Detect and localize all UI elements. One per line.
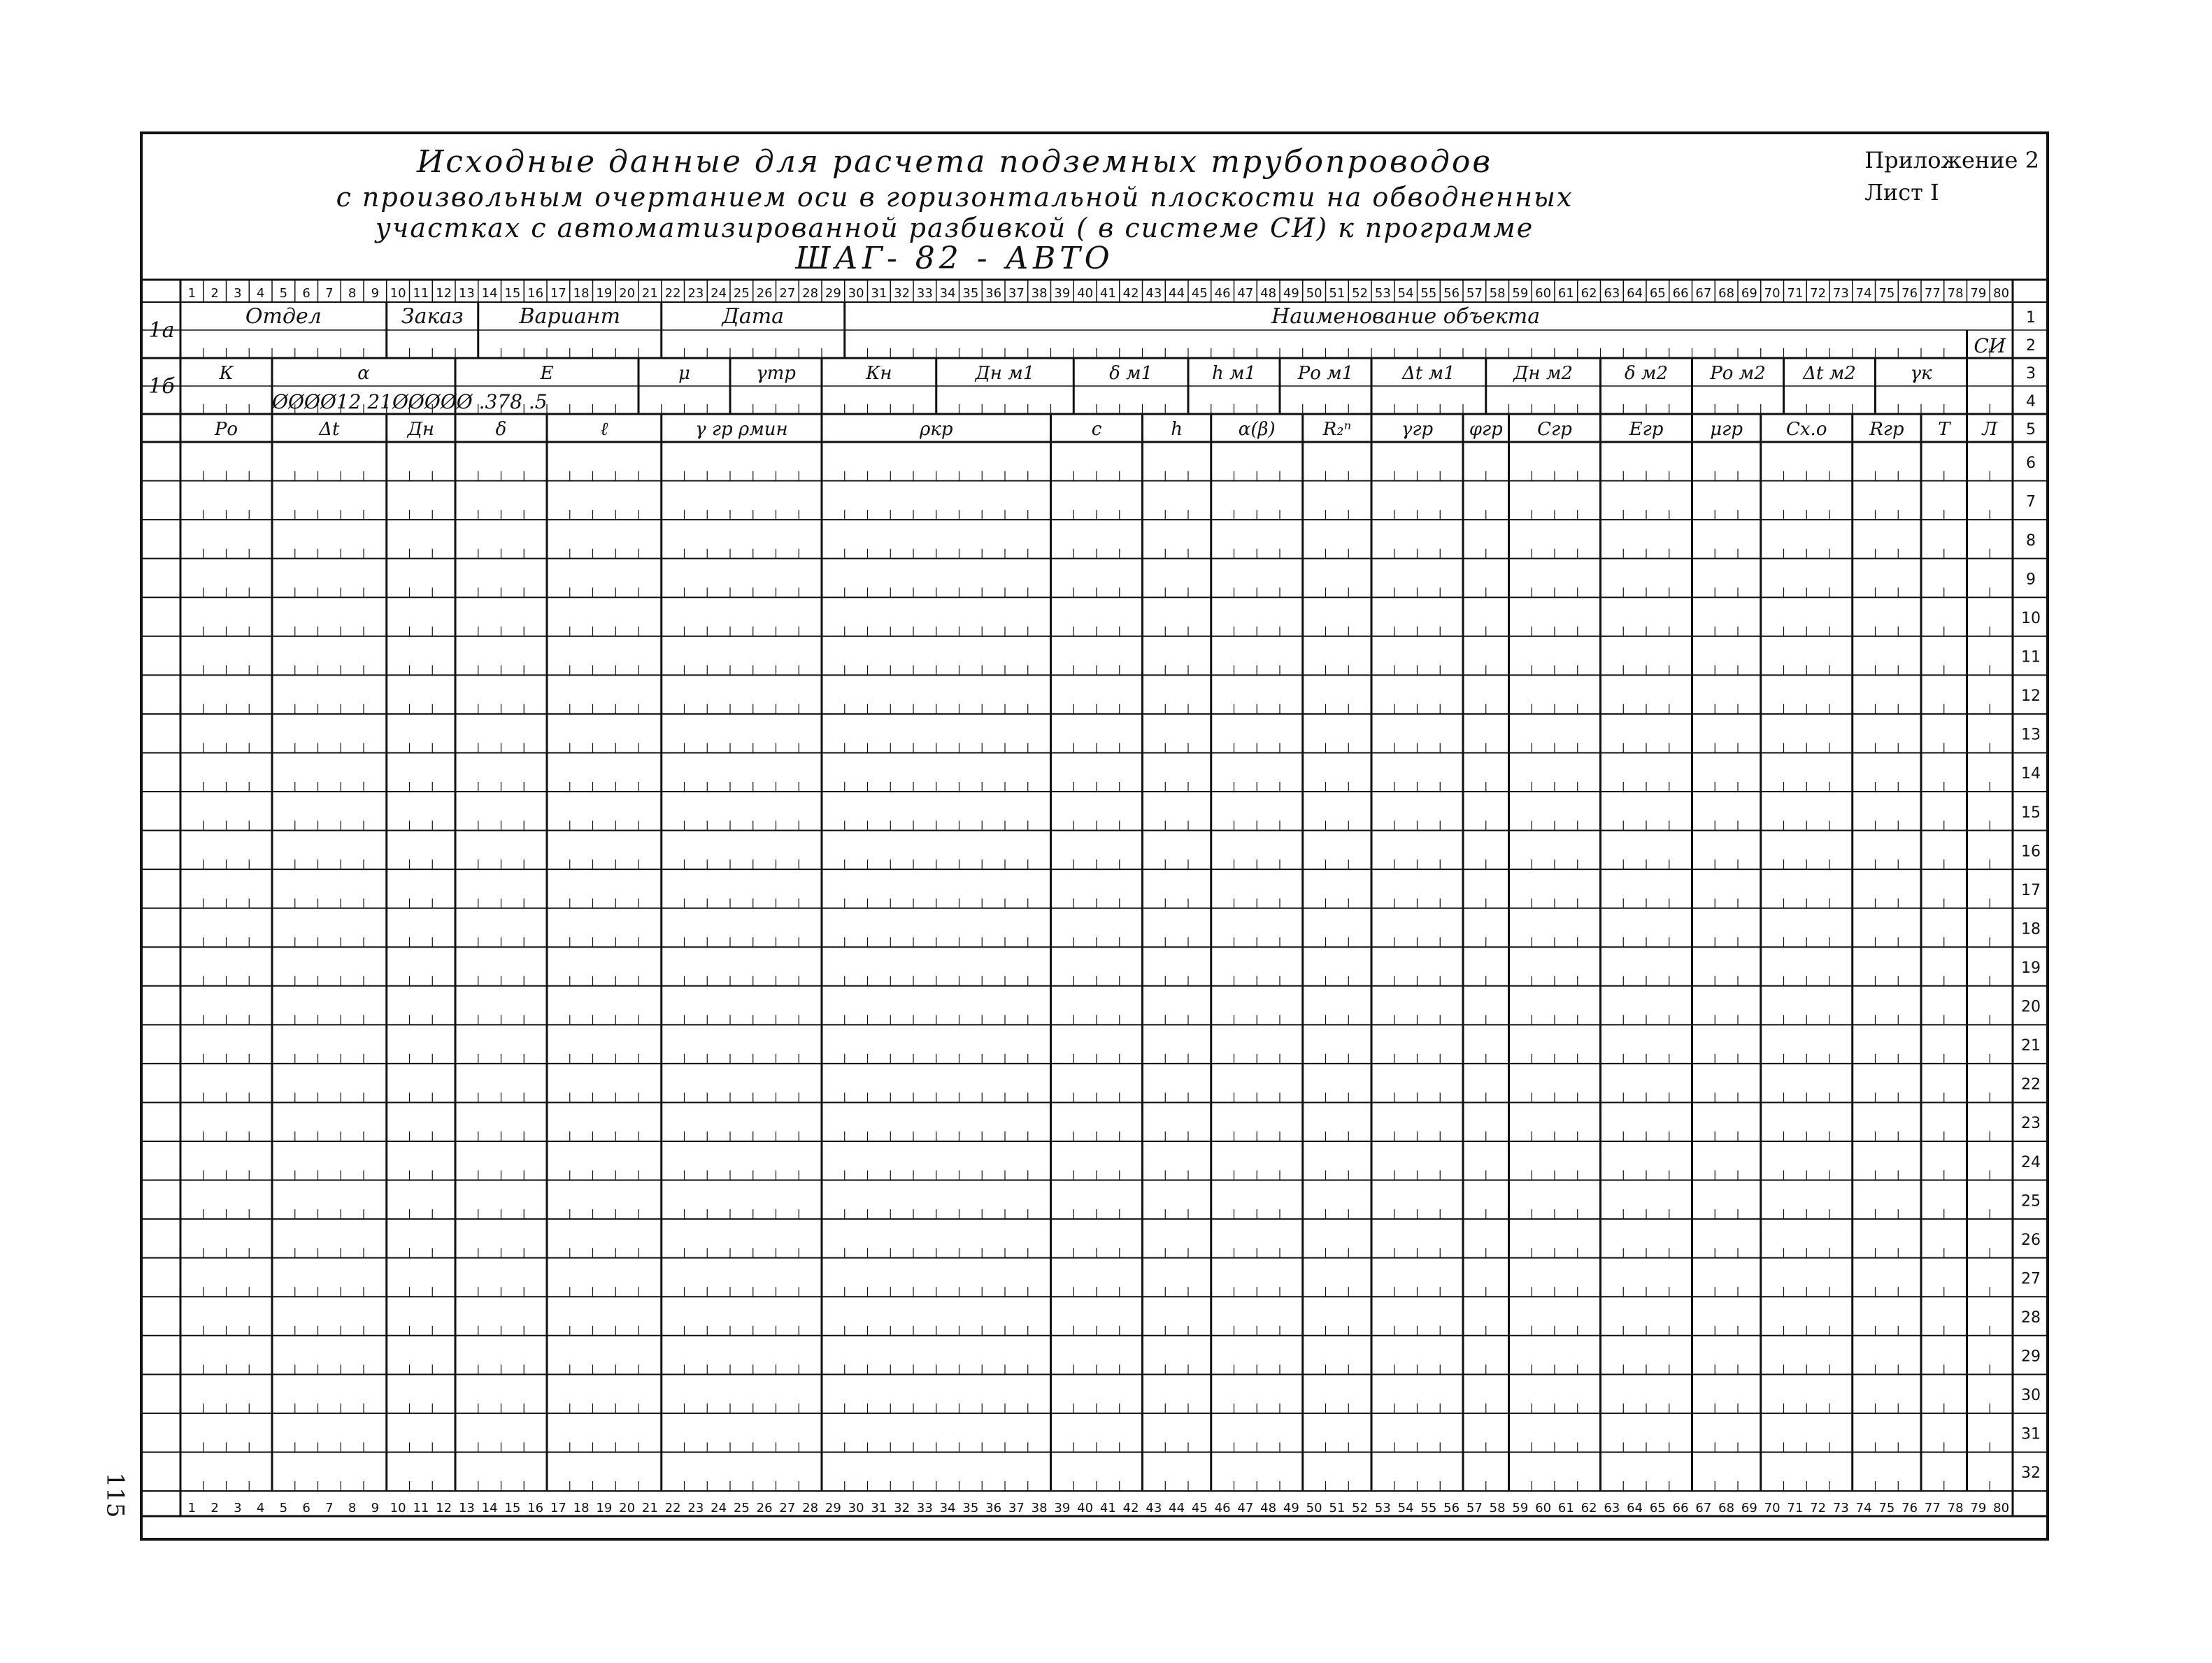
column-number-bottom: 30 (848, 1501, 864, 1515)
column-number-bottom: 46 (1214, 1501, 1231, 1515)
row-1b-values: ØØØØ12 21ØØØØØ .378 .5 (272, 390, 548, 413)
column-header: Егр (1629, 419, 1664, 440)
field-label-1b: Ро м1 (1297, 363, 1354, 384)
column-header: δ (495, 419, 507, 440)
column-number-bottom: 10 (390, 1501, 406, 1515)
column-number-bottom: 52 (1352, 1501, 1369, 1515)
row-number: 1 (2026, 309, 2036, 327)
row-number: 20 (2021, 998, 2041, 1016)
column-number-top: 43 (1146, 286, 1162, 301)
column-number-top: 8 (348, 286, 357, 301)
column-number-top: 47 (1237, 286, 1254, 301)
column-number-bottom: 23 (687, 1501, 704, 1515)
column-number-bottom: 80 (1993, 1501, 2010, 1515)
column-number-top: 27 (779, 286, 796, 301)
column-number-top: 42 (1122, 286, 1139, 301)
column-number-bottom: 25 (733, 1501, 750, 1515)
row-number: 14 (2021, 765, 2041, 783)
units-flag: СИ (1974, 334, 2006, 357)
column-number-bottom: 75 (1878, 1501, 1895, 1515)
row-number: 22 (2021, 1076, 2041, 1094)
column-header: Т (1938, 419, 1950, 440)
column-number-bottom: 49 (1283, 1501, 1299, 1515)
column-number-top: 45 (1191, 286, 1208, 301)
field-label-1a: Дата (722, 304, 785, 329)
column-number-bottom: 6 (302, 1501, 311, 1515)
row-number: 28 (2021, 1309, 2041, 1327)
column-number-top: 4 (256, 286, 265, 301)
row-number: 23 (2021, 1115, 2041, 1133)
column-number-top: 35 (962, 286, 979, 301)
row-number: 26 (2021, 1231, 2041, 1249)
column-number-top: 3 (234, 286, 242, 301)
row-number: 8 (2026, 531, 2036, 550)
column-number-top: 26 (756, 286, 773, 301)
field-label-1b: Ро м2 (1710, 363, 1766, 384)
column-number-top: 12 (436, 286, 452, 301)
column-number-top: 67 (1695, 286, 1712, 301)
column-number-top: 25 (733, 286, 750, 301)
field-label-1b: Δt м1 (1402, 363, 1455, 384)
column-number-top: 75 (1878, 286, 1895, 301)
row-number: 21 (2021, 1037, 2041, 1055)
column-number-top: 20 (619, 286, 636, 301)
column-number-top: 29 (825, 286, 841, 301)
column-number-bottom: 31 (871, 1501, 887, 1515)
column-header: Δt (319, 419, 340, 440)
column-number-top: 50 (1306, 286, 1322, 301)
column-number-bottom: 63 (1604, 1501, 1620, 1515)
field-label-1a: Наименование объекта (1271, 304, 1541, 329)
row-number: 4 (2026, 393, 2036, 411)
coding-grid (143, 134, 2052, 1543)
row-number: 11 (2021, 648, 2041, 666)
form-title-line-2: с произвольным очертанием оси в горизонтальной плоскости на обводненных (336, 182, 1574, 213)
column-number-bottom: 51 (1329, 1501, 1346, 1515)
column-number-top: 57 (1466, 286, 1483, 301)
column-number-bottom: 29 (825, 1501, 841, 1515)
column-number-bottom: 2 (211, 1501, 219, 1515)
column-number-top: 5 (279, 286, 288, 301)
column-number-top: 31 (871, 286, 887, 301)
column-number-bottom: 28 (802, 1501, 819, 1515)
column-number-bottom: 34 (939, 1501, 956, 1515)
field-label-1b: К (219, 363, 234, 384)
column-number-top: 58 (1489, 286, 1506, 301)
column-number-top: 2 (211, 286, 219, 301)
column-number-top: 13 (458, 286, 475, 301)
column-number-bottom: 33 (916, 1501, 933, 1515)
column-number-bottom: 55 (1420, 1501, 1437, 1515)
column-number-bottom: 38 (1031, 1501, 1048, 1515)
field-label-1b: γтр (756, 363, 796, 384)
column-number-top: 41 (1099, 286, 1116, 301)
column-number-bottom: 50 (1306, 1501, 1322, 1515)
row-number: 25 (2021, 1192, 2041, 1211)
column-number-bottom: 14 (481, 1501, 498, 1515)
column-number-bottom: 69 (1741, 1501, 1757, 1515)
form-title-line-1: Исходные данные для расчета подземных трубопроводов (416, 144, 1493, 180)
column-number-bottom: 67 (1695, 1501, 1712, 1515)
column-number-bottom: 79 (1970, 1501, 1987, 1515)
form-title-line-4: ШАГ- 82 - АВТО (795, 241, 1114, 276)
column-header: с (1091, 419, 1102, 440)
column-header: Сх.о (1786, 419, 1827, 440)
column-header: α(β) (1238, 419, 1276, 440)
column-number-top: 52 (1352, 286, 1369, 301)
column-number-top: 63 (1604, 286, 1620, 301)
row-number: 16 (2021, 843, 2041, 861)
column-number-top: 72 (1810, 286, 1827, 301)
column-header: φгр (1469, 419, 1503, 440)
column-number-top: 56 (1443, 286, 1460, 301)
column-header: γгр (1401, 419, 1434, 440)
column-header: ρкр (920, 419, 953, 440)
row-number: 7 (2026, 493, 2036, 511)
column-number-bottom: 68 (1718, 1501, 1735, 1515)
row-number: 18 (2021, 920, 2041, 938)
column-number-top: 66 (1672, 286, 1689, 301)
column-number-bottom: 36 (985, 1501, 1002, 1515)
column-number-top: 21 (641, 286, 658, 301)
row-number: 19 (2021, 959, 2041, 977)
column-number-bottom: 3 (234, 1501, 242, 1515)
column-number-top: 37 (1008, 286, 1025, 301)
row-number: 31 (2021, 1425, 2041, 1443)
column-number-bottom: 66 (1672, 1501, 1689, 1515)
row-number: 27 (2021, 1270, 2041, 1288)
column-number-bottom: 54 (1397, 1501, 1414, 1515)
column-number-bottom: 45 (1191, 1501, 1208, 1515)
column-number-top: 76 (1901, 286, 1918, 301)
column-number-top: 24 (711, 286, 727, 301)
column-number-bottom: 42 (1122, 1501, 1139, 1515)
column-number-top: 15 (504, 286, 521, 301)
column-number-bottom: 61 (1557, 1501, 1574, 1515)
column-number-bottom: 21 (641, 1501, 658, 1515)
column-header: γ гр ρмин (695, 419, 788, 440)
appendix-label: Приложение 2 (1864, 147, 2039, 173)
column-number-bottom: 41 (1099, 1501, 1116, 1515)
column-number-bottom: 7 (325, 1501, 334, 1515)
column-number-bottom: 32 (894, 1501, 911, 1515)
column-number-bottom: 71 (1787, 1501, 1804, 1515)
column-number-top: 14 (481, 286, 498, 301)
column-number-bottom: 73 (1832, 1501, 1849, 1515)
field-label-1a: Отдел (245, 304, 322, 329)
sheet-label: Лист I (1864, 179, 1939, 206)
column-number-bottom: 35 (962, 1501, 979, 1515)
column-number-bottom: 37 (1008, 1501, 1025, 1515)
column-number-top: 55 (1420, 286, 1437, 301)
column-number-bottom: 44 (1169, 1501, 1185, 1515)
column-number-top: 16 (527, 286, 544, 301)
row-number: 15 (2021, 804, 2041, 822)
row-label-1a: 1а (148, 318, 175, 343)
column-number-bottom: 56 (1443, 1501, 1460, 1515)
column-number-top: 17 (550, 286, 566, 301)
column-number-bottom: 65 (1649, 1501, 1666, 1515)
column-number-top: 30 (848, 286, 864, 301)
column-number-top: 60 (1535, 286, 1552, 301)
row-number: 29 (2021, 1348, 2041, 1366)
field-label-1b: h м1 (1211, 363, 1257, 384)
column-number-bottom: 4 (256, 1501, 265, 1515)
column-number-bottom: 26 (756, 1501, 773, 1515)
form-title-line-3: участках с автоматизированной разбивкой ( в системе СИ) к программе (375, 213, 1534, 243)
column-number-top: 22 (664, 286, 681, 301)
column-number-top: 64 (1627, 286, 1643, 301)
column-number-bottom: 78 (1947, 1501, 1964, 1515)
column-number-bottom: 19 (596, 1501, 613, 1515)
column-header: Rгр (1869, 419, 1904, 440)
column-number-top: 36 (985, 286, 1002, 301)
column-number-bottom: 53 (1374, 1501, 1391, 1515)
column-number-bottom: 62 (1580, 1501, 1597, 1515)
column-number-top: 74 (1855, 286, 1872, 301)
column-number-bottom: 40 (1077, 1501, 1094, 1515)
column-header: μгр (1710, 419, 1743, 440)
column-number-top: 51 (1329, 286, 1346, 301)
column-number-top: 70 (1764, 286, 1781, 301)
column-number-bottom: 5 (279, 1501, 288, 1515)
column-number-top: 11 (413, 286, 429, 301)
column-number-bottom: 59 (1512, 1501, 1529, 1515)
column-number-bottom: 72 (1810, 1501, 1827, 1515)
row-number: 6 (2026, 454, 2036, 472)
column-number-top: 49 (1283, 286, 1299, 301)
row-number: 5 (2026, 421, 2036, 438)
column-number-top: 48 (1260, 286, 1277, 301)
column-number-bottom: 76 (1901, 1501, 1918, 1515)
field-label-1b: μ (678, 363, 690, 384)
column-number-bottom: 13 (458, 1501, 475, 1515)
column-number-bottom: 57 (1466, 1501, 1483, 1515)
column-number-bottom: 9 (371, 1501, 380, 1515)
row-number: 12 (2021, 687, 2041, 706)
row-label-1b: 1б (148, 374, 175, 399)
row-number: 3 (2026, 365, 2036, 383)
column-number-top: 7 (325, 286, 334, 301)
column-number-bottom: 22 (664, 1501, 681, 1515)
row-number: 2 (2026, 337, 2036, 355)
column-number-bottom: 17 (550, 1501, 566, 1515)
column-number-top: 34 (939, 286, 956, 301)
column-number-top: 19 (596, 286, 613, 301)
row-number: 17 (2021, 881, 2041, 899)
column-number-top: 23 (687, 286, 704, 301)
column-number-top: 33 (916, 286, 933, 301)
column-number-top: 40 (1077, 286, 1094, 301)
row-number: 30 (2021, 1387, 2041, 1405)
column-number-top: 39 (1054, 286, 1071, 301)
column-number-top: 53 (1374, 286, 1391, 301)
column-number-bottom: 16 (527, 1501, 544, 1515)
row-number: 10 (2021, 610, 2041, 627)
column-header: R₂ⁿ (1322, 419, 1352, 440)
column-number-top: 54 (1397, 286, 1414, 301)
column-number-bottom: 77 (1924, 1501, 1941, 1515)
column-number-top: 73 (1832, 286, 1849, 301)
field-label-1b: δ м1 (1109, 363, 1153, 384)
column-number-bottom: 15 (504, 1501, 521, 1515)
column-number-top: 69 (1741, 286, 1757, 301)
column-number-top: 38 (1031, 286, 1048, 301)
column-number-top: 28 (802, 286, 819, 301)
field-label-1a: Вариант (519, 304, 621, 329)
row-number: 24 (2021, 1153, 2041, 1171)
column-number-top: 71 (1787, 286, 1804, 301)
column-number-bottom: 18 (573, 1501, 590, 1515)
row-number: 32 (2021, 1464, 2041, 1483)
column-header: Сгр (1537, 419, 1572, 440)
field-label-1b: Кн (866, 363, 892, 384)
column-number-bottom: 20 (619, 1501, 636, 1515)
column-number-top: 79 (1970, 286, 1987, 301)
column-number-top: 80 (1993, 286, 2010, 301)
column-number-bottom: 43 (1146, 1501, 1162, 1515)
column-number-bottom: 8 (348, 1501, 357, 1515)
column-number-bottom: 64 (1627, 1501, 1643, 1515)
row-number: 9 (2026, 571, 2036, 589)
page-number: 115 (101, 1472, 129, 1518)
field-label-1b: δ м2 (1624, 363, 1669, 384)
column-number-bottom: 74 (1855, 1501, 1872, 1515)
column-number-bottom: 58 (1489, 1501, 1506, 1515)
column-number-top: 9 (371, 286, 380, 301)
column-number-bottom: 47 (1237, 1501, 1254, 1515)
column-number-bottom: 1 (187, 1501, 197, 1515)
column-number-top: 10 (390, 286, 406, 301)
form-sheet (140, 131, 2049, 1541)
column-number-top: 32 (894, 286, 911, 301)
column-number-bottom: 12 (436, 1501, 452, 1515)
column-number-top: 1 (187, 286, 197, 301)
column-header: Ро (214, 419, 238, 440)
column-number-top: 77 (1924, 286, 1941, 301)
column-header: h (1171, 419, 1183, 440)
column-number-top: 62 (1580, 286, 1597, 301)
column-header: ℓ (600, 419, 608, 440)
row-number: 13 (2021, 726, 2041, 744)
column-number-top: 61 (1557, 286, 1574, 301)
column-number-bottom: 39 (1054, 1501, 1071, 1515)
column-number-bottom: 60 (1535, 1501, 1552, 1515)
field-label-1b: Дн м2 (1513, 363, 1573, 384)
column-number-top: 65 (1649, 286, 1666, 301)
column-header: Л (1982, 419, 1998, 440)
column-number-top: 78 (1947, 286, 1964, 301)
column-number-top: 6 (302, 286, 311, 301)
column-number-bottom: 11 (413, 1501, 429, 1515)
column-number-top: 44 (1169, 286, 1185, 301)
field-label-1b: α (357, 363, 370, 384)
field-label-1b: Дн м1 (975, 363, 1035, 384)
field-label-1b: Δt м2 (1803, 363, 1856, 384)
column-number-bottom: 27 (779, 1501, 796, 1515)
column-number-top: 18 (573, 286, 590, 301)
field-label-1b: Е (540, 363, 554, 384)
column-header: Дн (407, 419, 435, 440)
column-number-top: 59 (1512, 286, 1529, 301)
field-label-1b: γк (1910, 363, 1932, 384)
field-label-1a: Заказ (401, 304, 464, 329)
column-number-bottom: 70 (1764, 1501, 1781, 1515)
column-number-top: 46 (1214, 286, 1231, 301)
column-number-bottom: 48 (1260, 1501, 1277, 1515)
column-number-bottom: 24 (711, 1501, 727, 1515)
column-number-top: 68 (1718, 286, 1735, 301)
